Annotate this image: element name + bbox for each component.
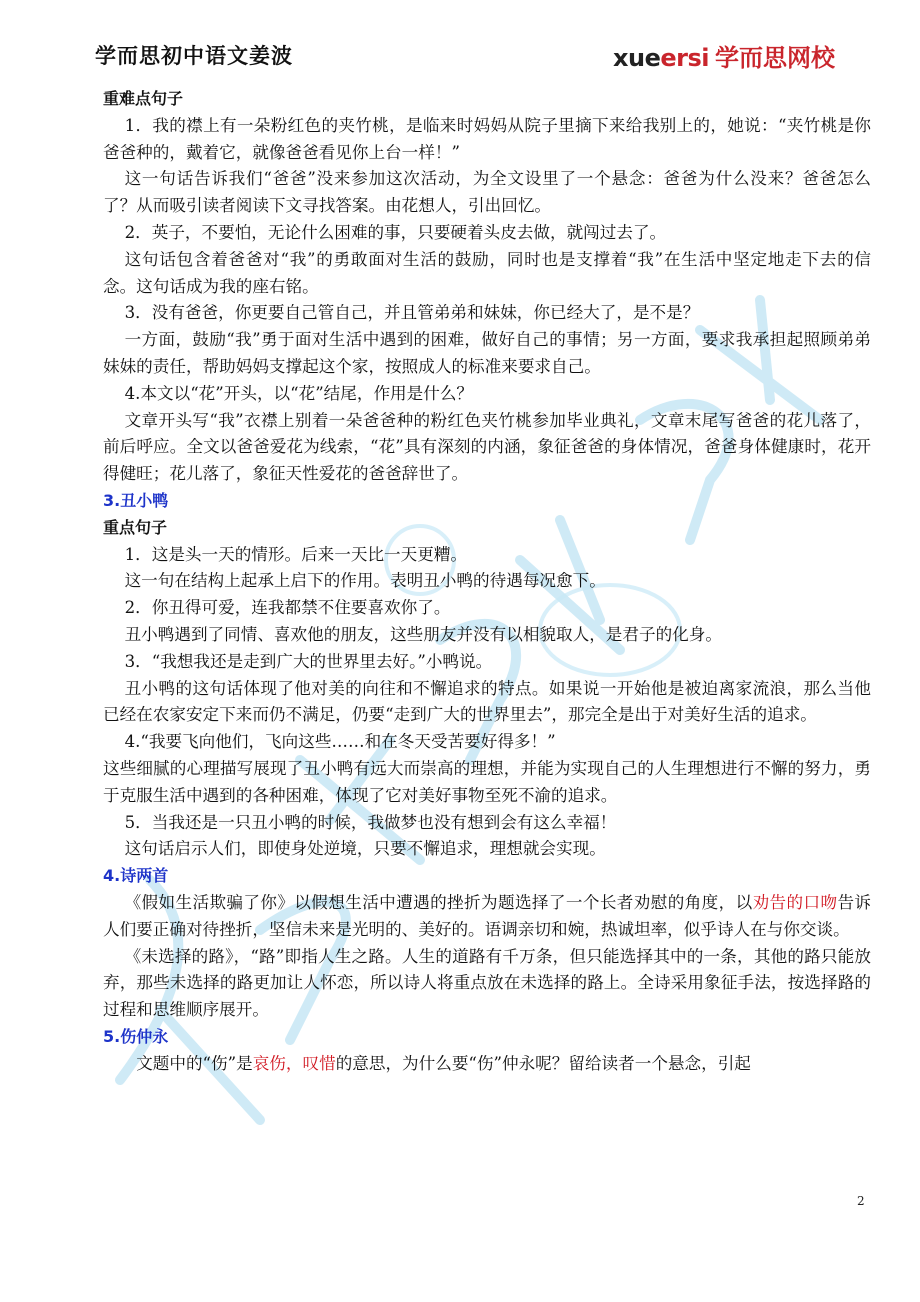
paragraph: 1．这是头一天的情形。后来一天比一天更糟。 [124, 544, 468, 564]
section-heading: 重点句子 [103, 517, 168, 537]
paragraph: 《未选择的路》，“路”即指人生之路。人生的道路有千万条，但只能选择其中的一条，其他的路只能放弃，那些未选择的路更加让人怀恋，所以诗人将重点放在未选择的路上。全诗采用象征手法，按选择路的过程和思维顺序展开。 [103, 946, 871, 1020]
paragraph: 这些细腻的心理描写展现了丑小鸭有远大而崇高的理想，并能为实现自己的人生理想进行不懈的努力，勇于克服生活中遇到的各种困难，体现了它对美好事物至死不渝的追求。 [103, 758, 871, 805]
paragraph: 一方面，鼓励“我”勇于面对生活中遇到的困难，做好自己的事情；另一方面，要求我承担起照顾弟弟妹妹的责任，帮助妈妈支撑起这个家，按照成人的标准来要求自己。 [103, 330, 871, 376]
paragraph: 3．没有爸爸，你更要自己管自己，并且管弟弟和妹妹，你已经大了，是不是？ [124, 303, 700, 323]
highlight-text: 劝告的口吻 [752, 892, 838, 912]
paragraph: 4.“我要飞向他们，飞向这些……和在冬天受苦要好得多！” [124, 732, 556, 752]
paragraph [103, 890, 871, 944]
section-title: 4.诗两首 [103, 866, 169, 886]
section-title: 5.伤仲永 [103, 1026, 169, 1046]
paragraph: 这一句话告诉我们“爸爸”没来参加这次活动，为全文设里了一个悬念：爸爸为什么没来？爸爸怎么了？从而吸引读者阅读下文寻找答案。由花想人，引出回忆。 [103, 169, 871, 216]
page-number: 2 [857, 1194, 865, 1208]
paragraph: 丑小鸭的这句话体现了他对美的向往和不懈追求的特点。如果说一开始他是被迫离家流浪，那么当他已经在农家安定下来而仍不满足，仍要“走到广大的世界里去”，那完全是出于对美好生活的追求。 [103, 678, 871, 725]
paragraph-text: 的意思，为什么要“伤”仲永呢？留给读者一个悬念，引起 [335, 1053, 751, 1073]
paragraph-text: 告诉人们要正确对待挫折，坚信未来是光明的、美好的。语调亲切和婉，热诚坦率，似乎诗人在与你交谈。 [103, 892, 872, 939]
highlight-text: 哀伤，叹惜 [252, 1053, 336, 1073]
logo-en-part2: ersi [660, 44, 709, 72]
header-title: 学而思初中语文姜波 [95, 44, 293, 68]
paragraph: 2．英子，不要怕，无论什么困难的事，只要硬着头皮去做，就闯过去了。 [124, 222, 667, 242]
section-heading: 重难点句子 [103, 89, 184, 108]
paragraph-text: 文题中的“伤”是 [136, 1053, 253, 1073]
paragraph: 文章开头写“我”衣襟上别着一朵爸爸种的粉红色夹竹桃参加毕业典礼，文章末尾写爸爸的花儿落了，前后呼应。全文以爸爸爱花为线索，“花”具有深刻的内涵，象征爸爸的身体情况，爸爸身体健康时，花开得健旺；花儿落了，象征天性爱花的爸爸辞世了。 [103, 410, 871, 484]
paragraph: 2．你丑得可爱，连我都禁不住要喜欢你了。 [124, 598, 451, 618]
paragraph: 5．当我还是一只丑小鸭的时候，我做梦也没有想到会有这么幸福！ [124, 812, 617, 832]
paragraph: 这一句在结构上起承上启下的作用。表明丑小鸭的待遇每况愈下。 [124, 571, 606, 591]
paragraph: 1．我的襟上有一朵粉红色的夹竹桃，是临来时妈妈从院子里摘下来给我别上的，她说：“夹竹桃是你爸爸种的，戴着它，就像爸爸看见你上台一样！” [103, 115, 871, 162]
paragraph [103, 1051, 871, 1078]
logo-english [613, 44, 709, 72]
page-header [95, 38, 835, 78]
paragraph: 4.本文以“花”开头，以“花”结尾，作用是什么？ [124, 383, 474, 403]
paragraph: 丑小鸭遇到了同情、喜欢他的朋友，这些朋友并没有以相貌取人，是君子的化身。 [124, 624, 722, 644]
logo-chinese: 学而思网校 [715, 44, 835, 72]
paragraph: 这句话包含着爸爸对“我”的勇敢面对生活的鼓励，同时也是支撑着“我”在生活中坚定地走下去的信念。这句话成为我的座右铭。 [103, 249, 871, 296]
document-body [103, 86, 871, 1077]
xueersi-logo [613, 38, 835, 73]
paragraph-text: 《假如生活欺骗了你》以假想生活中遭遇的挫折为题选择了一个长者劝慰的角度，以 [124, 892, 753, 912]
logo-en-part1: xue [613, 44, 661, 72]
paragraph: 这句话启示人们，即使身处逆境，只要不懈追求，理想就会实现。 [124, 839, 606, 859]
section-title: 3.丑小鸭 [103, 490, 169, 510]
paragraph: 3．“我想我还是走到广大的世界里去好。”小鸭说。 [124, 651, 493, 671]
